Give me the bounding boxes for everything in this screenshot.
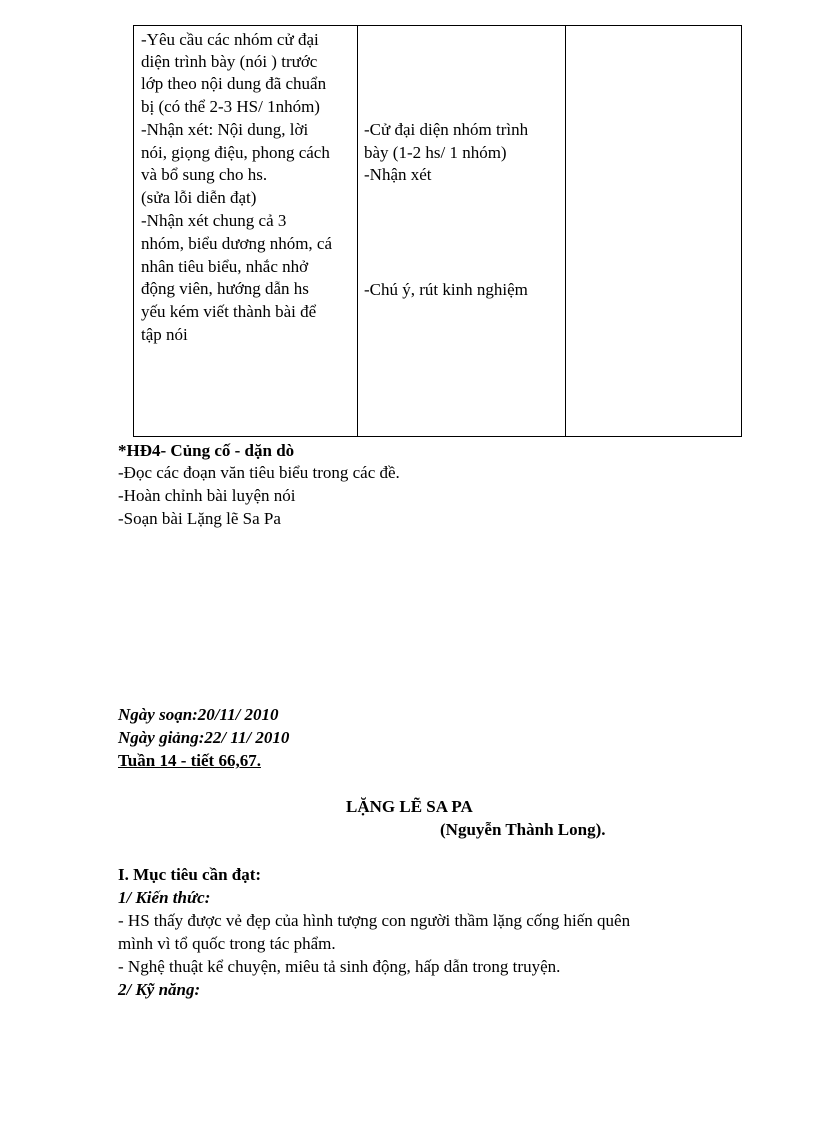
teacher-line: (sửa lỗi diễn đạt) xyxy=(141,188,257,207)
objectives-heading: I. Mục tiêu cần đạt: xyxy=(118,865,262,884)
teacher-line: động viên, hướng dẫn hs xyxy=(141,279,309,298)
teacher-line: bị (có thể 2-3 HS/ 1nhóm) xyxy=(141,97,320,116)
teacher-line: yếu kém viết thành bài để xyxy=(141,302,317,321)
hd4-item: -Hoàn chỉnh bài luyện nói xyxy=(118,486,296,505)
teacher-activity-cell xyxy=(134,26,358,437)
teacher-line: -Nhận xét chung cả 3 xyxy=(141,211,287,230)
teacher-line: nhóm, biểu dương nhóm, cá xyxy=(141,234,333,253)
table-row xyxy=(134,26,742,437)
teacher-line: lớp theo nội dung đã chuẩn xyxy=(141,74,327,93)
knowledge-line: - HS thấy được vẻ đẹp của hình tượng con người thầm lặng cống hiến quên xyxy=(118,911,631,930)
prep-date: Ngày soạn:20/11/ 2010 xyxy=(118,705,279,724)
teacher-line: tập nói xyxy=(141,325,188,344)
knowledge-line: - Nghệ thuật kể chuyện, miêu tả sinh động, hấp dẫn trong truyện. xyxy=(118,957,561,976)
lesson-activity-table xyxy=(133,25,742,437)
student-line: -Cử đại diện nhóm trình xyxy=(364,120,529,139)
skills-heading: 2/ Kỹ năng: xyxy=(118,980,201,999)
knowledge-heading: 1/ Kiến thức: xyxy=(118,888,211,907)
lesson-title: LẶNG LẼ SA PA xyxy=(346,797,473,816)
notes-cell xyxy=(566,26,742,437)
hd4-heading: *HĐ4- Củng cố - dặn dò xyxy=(118,441,295,460)
knowledge-line: mình vì tổ quốc trong tác phẩm. xyxy=(118,934,336,953)
teacher-line: và bổ sung cho hs. xyxy=(141,165,268,184)
lesson-author: (Nguyễn Thành Long). xyxy=(440,820,606,839)
teacher-line: nói, giọng điệu, phong cách xyxy=(141,143,330,162)
hd4-item: -Soạn bài Lặng lẽ Sa Pa xyxy=(118,509,281,528)
teacher-line: -Yêu cầu các nhóm cử đại xyxy=(141,30,319,49)
hd4-item: -Đọc các đoạn văn tiêu biểu trong các đề. xyxy=(118,463,400,482)
student-line: bày (1-2 hs/ 1 nhóm) xyxy=(364,143,507,162)
teacher-line: diện trình bày (nói ) trước xyxy=(141,52,318,71)
student-line: -Nhận xét xyxy=(364,165,432,184)
teacher-line: nhân tiêu biểu, nhắc nhở xyxy=(141,257,309,276)
week-period: Tuần 14 - tiết 66,67. xyxy=(118,751,261,770)
student-activity-cell xyxy=(358,26,566,437)
teach-date: Ngày giảng:22/ 11/ 2010 xyxy=(118,728,290,747)
student-line: -Chú ý, rút kinh nghiệm xyxy=(364,280,528,299)
teacher-line: -Nhận xét: Nội dung, lời xyxy=(141,120,309,139)
